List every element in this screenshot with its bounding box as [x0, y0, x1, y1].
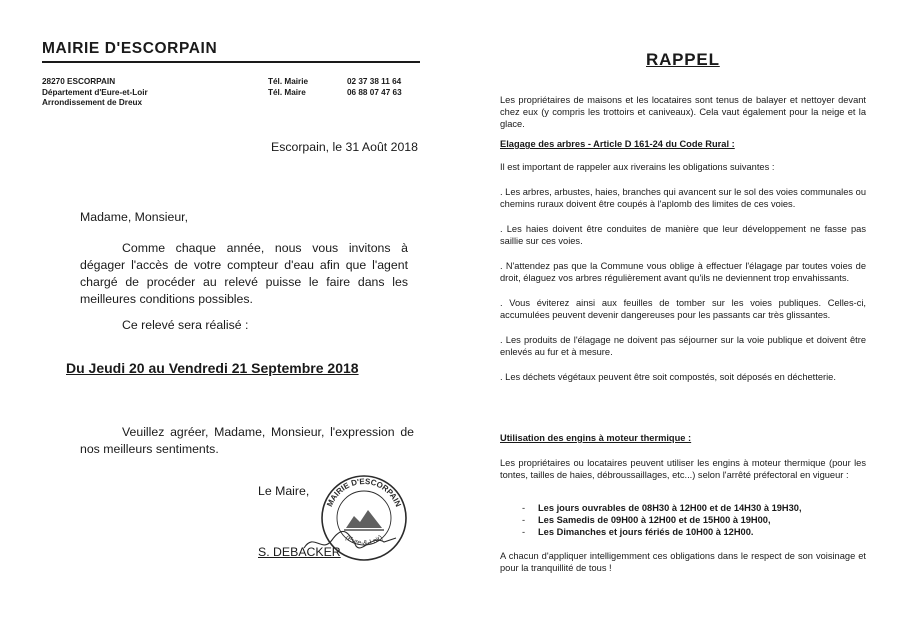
address-block: [42, 77, 422, 113]
letter-column: [42, 40, 422, 559]
list-item: . N'attendez pas que la Commune vous oblige à effectuer l'élagage par toutes voies de droit, élaguez vos arbres régulièrement avant qu'ils ne deviennent trop envahissants.: [500, 261, 866, 283]
list-item: . Les haies doivent être conduites de manière que leur développement ne fasse pas saillie sur ces voies.: [500, 224, 866, 246]
phone-value-mairie: 02 37 38 11 64: [347, 77, 402, 86]
closing-formula: Veuillez agréer, Madame, Monsieur, l'expression de nos meilleurs sentiments.: [80, 425, 414, 456]
phone-value-maire: 06 88 07 47 63: [347, 87, 402, 97]
address-line: Arrondissement de Dreux: [42, 98, 143, 107]
phone-values: [347, 77, 402, 98]
maire-label: Le Maire,: [258, 484, 310, 498]
phone-label-mairie: Tél. Mairie: [268, 77, 309, 86]
address-line: 28270 ESCORPAIN: [42, 77, 116, 86]
stamp-top-text: [325, 477, 403, 508]
mairie-title: MAIRIE D'ESCORPAIN: [42, 40, 420, 63]
rappel-intro: Les propriétaires de maisons et les locataires sont tenus de balayer et nettoyer devant chez eux (y compris les trottoirs et caniveaux). Cela vaut également pour la neige et la glace.: [500, 95, 866, 129]
phone-labels: [268, 77, 308, 98]
schedule-item-sundays: - Les Dimanches et jours fériés de 10H00 à 12H00.: [522, 526, 802, 538]
realise-line: Ce relevé sera réalisé :: [122, 318, 249, 332]
stamp-top-text-path: MAIRIE D'ESCORPAIN: [325, 476, 403, 509]
rappel-title: RAPPEL: [646, 50, 720, 69]
address-lines: [42, 77, 148, 109]
date-line: Escorpain, le 31 Août 2018: [271, 140, 418, 154]
elagage-heading: Elagage des arbres - Article D 161-24 du Code Rural :: [500, 139, 735, 149]
elagage-list: [500, 186, 866, 396]
address-line: Département d'Eure-et-Loir: [42, 87, 148, 97]
salutation: Madame, Monsieur,: [80, 210, 188, 224]
phone-label-maire: Tél. Maire: [268, 87, 306, 97]
list-item: . Les produits de l'élagage ne doivent pas séjourner sur la voie publique et doivent être enlevés au fur et à mesure.: [500, 335, 866, 357]
dates-highlight: Du Jeudi 20 au Vendredi 21 Septembre 2018: [66, 360, 359, 376]
engins-heading: Utilisation des engins à moteur thermique :: [500, 433, 692, 443]
schedule-item-weekdays: - Les jours ouvrables de 08H30 à 12H00 et de 14H30 à 19H30,: [522, 502, 802, 514]
elagage-intro: Il est important de rappeler aux riverains les obligations suivantes :: [500, 162, 775, 172]
list-item: . Les déchets végétaux peuvent être soit compostés, soit déposés en déchetterie.: [500, 372, 836, 382]
list-item: . Les arbres, arbustes, haies, branches qui avancent sur le sol des voies communales ou chemins ruraux doivent être coupés à l'aplomb des limites de ces voies.: [500, 187, 866, 209]
signatory-name: S. DEBACKER: [258, 545, 341, 559]
list-item: . Vous éviterez ainsi aux feuilles de tomber sur les voies publiques. Celles-ci, accumulées peuvent devenir dangereuses pour les passants car très glissantes.: [500, 298, 866, 320]
schedule-list: [522, 502, 802, 538]
engins-intro: Les propriétaires ou locataires peuvent utiliser les engins à moteur thermique (pour les tontes, tailles de haies, débroussaillages, etc...) selon l'arrêté préfectoral en vigueur :: [500, 458, 866, 480]
stamp-bottom-text-path: (Eure-&-Loir): [343, 534, 385, 548]
schedule-item-saturdays: - Les Samedis de 09H00 à 12H00 et de 15H00 à 19H00,: [522, 514, 802, 526]
final-note: A chacun d'appliquer intelligemment ces obligations dans le respect de son voisinage et pour la tranquillité de tous !: [500, 551, 866, 573]
stamp-emblem: [346, 510, 382, 528]
body-paragraph: Comme chaque année, nous vous invitons à dégager l'accès de votre compteur d'eau afin que l'agent chargé de procéder au relevé puisse le faire dans les meilleures conditions possibles.: [80, 241, 408, 306]
